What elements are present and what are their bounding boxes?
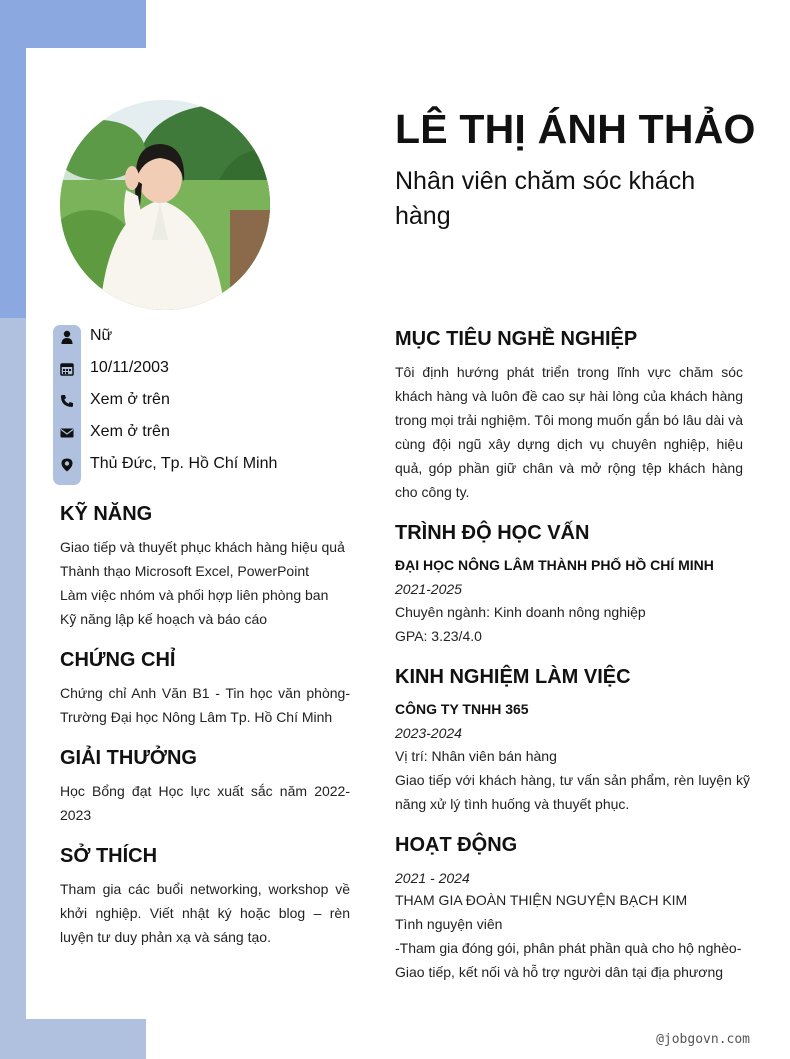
- contact-address: [53, 455, 353, 487]
- activities-heading: HOẠT ĐỘNG: [395, 834, 518, 856]
- awards-text: Học Bổng đạt Học lực xuất sắc năm 2022-2023: [60, 783, 350, 823]
- envelope-icon: [60, 426, 74, 440]
- hobbies-heading: SỞ THÍCH: [60, 845, 158, 867]
- person-icon: [60, 330, 74, 344]
- phone-value: Xem ở trên: [90, 391, 170, 408]
- education-school: ĐẠI HỌC NÔNG LÂM THÀNH PHỐ HỒ CHÍ MINH: [395, 557, 714, 573]
- experience-period: 2023-2024: [395, 725, 462, 741]
- dob-value: 10/11/2003: [90, 359, 169, 376]
- profile-photo: [60, 100, 270, 310]
- contact-email: [53, 423, 353, 455]
- skill-item: Giao tiếp và thuyết phục khách hàng hiệu quả: [60, 539, 345, 555]
- experience-heading: KINH NGHIỆM LÀM VIỆC: [395, 666, 631, 688]
- objective-heading: MỤC TIÊU NGHỀ NGHIỆP: [395, 328, 638, 350]
- skill-item: Thành thạo Microsoft Excel, PowerPoint: [60, 563, 310, 579]
- certificates-text: Chứng chỉ Anh Văn B1 - Tin học văn phòng- Trường Đại học Nông Lâm Tp. Hồ Chí Minh: [60, 685, 350, 725]
- candidate-name: LÊ THỊ ÁNH THẢO: [395, 106, 756, 152]
- contact-dob: [53, 359, 353, 391]
- awards-heading: GIẢI THƯỞNG: [60, 747, 197, 769]
- experience-position-block: [395, 744, 750, 768]
- experience-description: Giao tiếp với khách hàng, tư vấn sản phẩm, rèn luyện kỹ năng xử lý tình huống và thuyết phục.: [395, 772, 750, 812]
- experience-position: Vị trí: Nhân viên bán hàng: [395, 748, 557, 764]
- contact-gender: [53, 327, 353, 359]
- gender-value: Nữ: [90, 327, 113, 344]
- education-gpa: GPA: 3.23/4.0: [395, 628, 482, 644]
- skills-list: [60, 535, 352, 631]
- calendar-icon: [60, 362, 74, 376]
- education-details: [395, 600, 750, 648]
- education-period: 2021-2025: [395, 581, 462, 597]
- activities-detail-line: -Tham gia đóng gói, phân phát phần quà cho hộ nghèo-: [395, 940, 742, 956]
- activities-details: [395, 888, 755, 984]
- address-value: Thủ Đức, Tp. Hồ Chí Minh: [90, 455, 278, 472]
- experience-company: CÔNG TY TNHH 365: [395, 701, 529, 717]
- certificates-heading: CHỨNG CHỈ: [60, 649, 176, 671]
- skill-item: Kỹ năng lập kế hoạch và báo cáo: [60, 611, 268, 627]
- skills-heading: KỸ NĂNG: [60, 503, 153, 525]
- location-pin-icon: [60, 458, 74, 472]
- activities-detail-line: Giao tiếp, kết nối và hỗ trợ người dân tại địa phương: [395, 964, 724, 980]
- objective-text: Tôi định hướng phát triển trong lĩnh vực chăm sóc khách hàng và luôn đề cao sự hài lòng của khách hàng trong mọi trải nghiệm. Tôi mong muốn gắn bó lâu dài và cùng đội ngũ xây dựng dịch vụ chuyên nghiệp, hiệu quả, góp phần giữ chân và mở rộng tệp khách hàng cho công ty.: [395, 364, 743, 500]
- job-title: Nhân viên chăm sóc khách hàng: [395, 167, 696, 230]
- activities-organization: THAM GIA ĐOÀN THIỆN NGUYỆN BẠCH KIM: [395, 892, 688, 908]
- decor-band-bottom: [0, 1019, 146, 1059]
- contact-phone: [53, 391, 353, 423]
- phone-icon: [60, 394, 74, 408]
- footer-watermark: @jobgovn.com: [656, 1032, 750, 1047]
- email-value: Xem ở trên: [90, 423, 170, 440]
- education-heading: TRÌNH ĐỘ HỌC VẤN: [395, 522, 590, 544]
- hobbies-text: Tham gia các buổi networking, workshop về khởi nghiệp. Viết nhật ký hoặc blog – rèn luyện tư duy phản xạ và sáng tạo.: [60, 881, 350, 945]
- activities-role: Tình nguyện viên: [395, 916, 503, 932]
- decor-band-left: [0, 0, 26, 318]
- skill-item: Làm việc nhóm và phối hợp liên phòng ban: [60, 587, 329, 603]
- activities-period: 2021 - 2024: [395, 870, 470, 886]
- education-major: Chuyên ngành: Kinh doanh nông nghiệp: [395, 604, 646, 620]
- decor-band-left-light: [0, 318, 26, 1059]
